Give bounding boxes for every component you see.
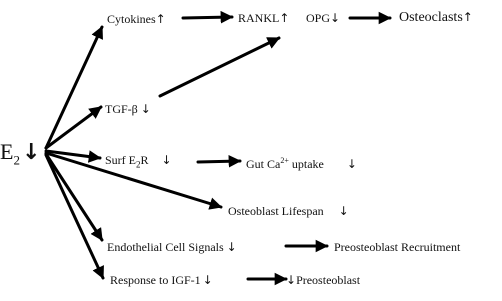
- arrow-cytokines-to-rankl: [183, 17, 232, 18]
- e2-root-node: [0, 140, 40, 172]
- arrow-e2-to-igf: [46, 155, 103, 278]
- arrow-e2-to-cytokines: [46, 27, 102, 148]
- gut-down-arrow: ↓: [346, 157, 357, 171]
- igf-label: Response to IGF-1: [110, 273, 201, 287]
- tgf-beta-label: TGF-β: [105, 102, 138, 116]
- gut-label: Gut Ca: [246, 157, 281, 171]
- opg-down-arrow: ↓: [330, 11, 341, 25]
- lifespan-down-arrow: ↓: [338, 204, 349, 218]
- igf-response-node: [110, 273, 213, 287]
- osteoblast-lifespan-node: [228, 204, 349, 218]
- surf-e2r-subscript: 2: [136, 159, 141, 170]
- arrow-surf-to-gut: [198, 161, 240, 162]
- preosteoblast-recruitment-node: [334, 240, 460, 254]
- cytokines-label: Cytokines: [107, 12, 156, 26]
- osteoclasts-up-arrow: ↑: [462, 10, 473, 24]
- preosteoblast-node: [286, 273, 360, 287]
- gut-superscript: 2+: [280, 156, 289, 165]
- opg-node: [306, 11, 340, 25]
- osteoclasts-label: Osteoclasts: [399, 10, 463, 25]
- cytokines-up-arrow: ↑: [155, 12, 166, 26]
- rankl-node: [238, 11, 289, 25]
- tgf-beta-down-arrow: ↓: [140, 102, 151, 116]
- surf-e2r-node: [105, 153, 172, 171]
- opg-label: OPG: [306, 11, 331, 25]
- rankl-label: RANKL: [238, 11, 280, 25]
- endothelial-label: Endothelial Cell Signals: [107, 240, 224, 254]
- preosteoblast-label: Preosteoblast: [296, 273, 361, 287]
- tgf-beta-node: [105, 102, 151, 116]
- preosteoblast-down-arrow: ↓: [286, 273, 297, 287]
- osteoclasts-node: [399, 10, 473, 25]
- rankl-up-arrow: ↑: [279, 11, 290, 25]
- cytokines-node: [107, 12, 166, 26]
- endothelial-signals-node: [107, 240, 237, 254]
- surf-e2r-suffix: R: [140, 153, 149, 167]
- surf-e2r-down-arrow: ↓: [161, 153, 172, 167]
- e2-down-arrow: ↓: [21, 140, 41, 165]
- gut-calcium-uptake-node: [246, 154, 357, 171]
- e2-subscript: 2: [13, 152, 20, 168]
- arrow-tgf-to-rankl: [160, 38, 279, 96]
- recruitment-label: Preosteoblast Recruitment: [334, 240, 461, 254]
- igf-down-arrow: ↓: [202, 273, 213, 287]
- surf-e2r-label: Surf E: [105, 153, 136, 167]
- endothelial-down-arrow: ↓: [226, 240, 237, 254]
- lifespan-label: Osteoblast Lifespan: [228, 204, 324, 218]
- gut-suffix: uptake: [288, 157, 324, 171]
- e2-label: E: [0, 139, 14, 164]
